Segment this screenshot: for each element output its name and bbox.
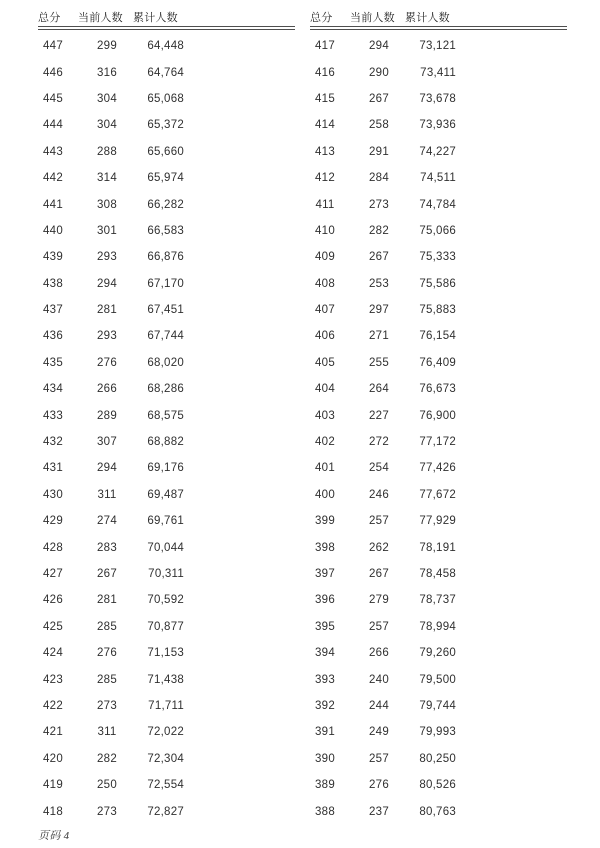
current-count-cell: 294	[97, 462, 117, 475]
current-count-cell: 246	[369, 488, 389, 501]
score-cell: 390	[315, 752, 335, 765]
cumulative-count-cell: 66,583	[147, 224, 184, 237]
score-cell: 393	[315, 673, 335, 686]
score-cell: 436	[43, 330, 63, 343]
current-count-cell: 273	[97, 699, 117, 712]
column-header-current-count: 当前人数	[78, 12, 123, 24]
current-count-cell: 272	[369, 436, 389, 449]
current-count-cell: 299	[97, 40, 117, 53]
cumulative-count-cell: 76,409	[419, 356, 456, 369]
cumulative-count-cell: 69,176	[147, 462, 184, 475]
score-cell: 446	[43, 66, 63, 79]
cumulative-count-cell: 71,711	[148, 699, 184, 712]
cumulative-count-cell: 70,877	[147, 620, 184, 633]
cumulative-count-cell: 80,526	[419, 779, 456, 792]
current-count-cell: 276	[97, 647, 117, 660]
score-cell: 403	[315, 409, 335, 422]
current-count-cell: 304	[97, 92, 117, 105]
cumulative-count-cell: 78,994	[419, 620, 456, 633]
current-count-cell: 276	[97, 356, 117, 369]
table-row	[38, 614, 295, 640]
cumulative-count-cell: 72,554	[147, 779, 184, 792]
table-header	[310, 0, 567, 26]
current-count-cell: 281	[97, 594, 117, 607]
score-cell: 389	[315, 779, 335, 792]
column-header-cumulative-count: 累计人数	[405, 12, 450, 24]
score-cell: 397	[315, 568, 335, 580]
score-cell: 416	[315, 66, 335, 79]
table-row	[310, 244, 567, 270]
current-count-cell: 308	[97, 198, 117, 211]
table-row	[310, 350, 567, 376]
score-cell: 440	[43, 224, 63, 237]
table-row	[38, 218, 295, 244]
cumulative-count-cell: 71,153	[147, 647, 184, 660]
cumulative-count-cell: 67,451	[147, 304, 184, 317]
cumulative-count-cell: 72,304	[147, 752, 184, 765]
score-cell: 392	[315, 699, 335, 712]
cumulative-count-cell: 80,763	[419, 805, 456, 818]
cumulative-count-cell: 68,882	[147, 436, 184, 449]
cumulative-count-cell: 72,827	[147, 805, 184, 818]
cumulative-count-cell: 73,411	[420, 66, 456, 79]
current-count-cell: 244	[369, 699, 389, 712]
score-cell: 431	[43, 462, 63, 475]
score-cell: 434	[43, 383, 63, 396]
cumulative-count-cell: 73,678	[419, 92, 456, 105]
cumulative-count-cell: 71,438	[147, 673, 184, 686]
cumulative-count-cell: 70,311	[148, 568, 184, 580]
current-count-cell: 267	[369, 251, 389, 264]
table-row	[38, 112, 295, 138]
cumulative-count-cell: 75,586	[419, 277, 456, 290]
cumulative-count-cell: 65,068	[147, 92, 184, 105]
current-count-cell: 301	[97, 224, 117, 237]
table-row	[310, 112, 567, 138]
table-row	[310, 693, 567, 719]
current-count-cell: 264	[369, 383, 389, 396]
table-row	[38, 719, 295, 745]
current-count-cell: 282	[369, 224, 389, 237]
cumulative-count-cell: 67,170	[147, 277, 184, 290]
current-count-cell: 279	[369, 594, 389, 607]
score-cell: 417	[315, 40, 335, 53]
cumulative-count-cell: 75,066	[419, 224, 456, 237]
cumulative-count-cell: 74,511	[420, 172, 456, 185]
table-row	[38, 666, 295, 692]
current-count-cell: 266	[97, 383, 117, 396]
cumulative-count-cell: 73,121	[419, 40, 456, 53]
cumulative-count-cell: 69,761	[147, 515, 184, 528]
table-row	[310, 561, 567, 587]
table-row	[38, 534, 295, 560]
current-count-cell: 274	[97, 515, 117, 528]
score-cell: 415	[315, 92, 335, 105]
cumulative-count-cell: 66,876	[147, 251, 184, 264]
column-header-cumulative-count: 累计人数	[133, 12, 178, 24]
score-cell: 402	[315, 436, 335, 449]
score-cell: 447	[43, 40, 63, 53]
current-count-cell: 262	[369, 541, 389, 554]
table-row	[310, 640, 567, 666]
score-cell: 445	[43, 92, 63, 105]
table-row	[38, 244, 295, 270]
current-count-cell: 291	[369, 145, 389, 158]
score-cell: 443	[43, 145, 63, 158]
current-count-cell: 314	[97, 172, 117, 185]
table-row	[310, 455, 567, 481]
table-row	[310, 86, 567, 112]
current-count-cell: 273	[369, 198, 389, 211]
header-double-rule	[310, 26, 567, 30]
current-count-cell: 293	[97, 330, 117, 343]
cumulative-count-cell: 77,672	[419, 488, 456, 501]
table-row	[310, 376, 567, 402]
table-row	[310, 402, 567, 428]
current-count-cell: 311	[97, 488, 117, 501]
score-cell: 398	[315, 541, 335, 554]
table-row	[38, 640, 295, 666]
cumulative-count-cell: 68,575	[147, 409, 184, 422]
current-count-cell: 250	[97, 779, 117, 792]
column-header-score: 总分	[38, 12, 61, 24]
score-cell: 401	[315, 462, 335, 475]
cumulative-count-cell: 74,784	[419, 198, 456, 211]
score-cell: 432	[43, 436, 63, 449]
score-cell: 442	[43, 172, 63, 185]
score-cell: 438	[43, 277, 63, 290]
table-row	[310, 165, 567, 191]
cumulative-count-cell: 72,022	[147, 726, 184, 739]
score-cell: 399	[315, 515, 335, 528]
score-cell: 391	[315, 726, 335, 739]
table-row	[310, 746, 567, 772]
current-count-cell: 266	[369, 647, 389, 660]
cumulative-count-cell: 65,660	[147, 145, 184, 158]
table-row	[310, 271, 567, 297]
score-cell: 414	[315, 119, 335, 132]
current-count-cell: 257	[369, 752, 389, 765]
current-count-cell: 240	[369, 673, 389, 686]
page-number-footer: 页码 4	[38, 830, 70, 842]
table-row	[38, 376, 295, 402]
cumulative-count-cell: 66,282	[147, 198, 184, 211]
current-count-cell: 257	[369, 620, 389, 633]
score-cell: 410	[315, 224, 335, 237]
current-count-cell: 255	[369, 356, 389, 369]
table-row	[310, 614, 567, 640]
table-row	[310, 191, 567, 217]
current-count-cell: 227	[369, 409, 389, 422]
cumulative-count-cell: 77,172	[419, 436, 456, 449]
score-cell: 441	[43, 198, 63, 211]
cumulative-count-cell: 76,900	[419, 409, 456, 422]
score-cell: 405	[315, 356, 335, 369]
score-cell: 396	[315, 594, 335, 607]
score-table-right	[310, 0, 567, 825]
table-row	[38, 508, 295, 534]
current-count-cell: 293	[97, 251, 117, 264]
table-body	[38, 33, 295, 825]
score-cell: 388	[315, 805, 335, 818]
score-cell: 412	[315, 172, 335, 185]
current-count-cell: 284	[369, 172, 389, 185]
cumulative-count-cell: 65,372	[147, 119, 184, 132]
cumulative-count-cell: 75,333	[419, 251, 456, 264]
score-cell: 413	[315, 145, 335, 158]
score-cell: 437	[43, 304, 63, 317]
table-row	[38, 455, 295, 481]
score-cell: 435	[43, 356, 63, 369]
table-row	[38, 33, 295, 59]
cumulative-count-cell: 65,974	[147, 172, 184, 185]
table-row	[38, 798, 295, 824]
current-count-cell: 285	[97, 673, 117, 686]
current-count-cell: 288	[97, 145, 117, 158]
score-cell: 423	[43, 673, 63, 686]
table-header	[38, 0, 295, 26]
table-row	[310, 772, 567, 798]
cumulative-count-cell: 79,260	[419, 647, 456, 660]
score-table-left	[38, 0, 295, 825]
table-row	[38, 297, 295, 323]
cumulative-count-cell: 77,929	[419, 515, 456, 528]
current-count-cell: 281	[97, 304, 117, 317]
table-row	[38, 271, 295, 297]
score-cell: 419	[43, 779, 63, 792]
table-row	[310, 482, 567, 508]
table-row	[310, 534, 567, 560]
cumulative-count-cell: 78,737	[419, 594, 456, 607]
score-cell: 409	[315, 251, 335, 264]
current-count-cell: 285	[97, 620, 117, 633]
table-row	[310, 33, 567, 59]
table-row	[310, 666, 567, 692]
score-cell: 424	[43, 647, 63, 660]
current-count-cell: 282	[97, 752, 117, 765]
table-row	[310, 508, 567, 534]
score-cell: 430	[43, 488, 63, 501]
score-cell: 407	[315, 304, 335, 317]
current-count-cell: 257	[369, 515, 389, 528]
score-tables	[38, 0, 567, 825]
current-count-cell: 276	[369, 779, 389, 792]
cumulative-count-cell: 70,044	[147, 541, 184, 554]
current-count-cell: 304	[97, 119, 117, 132]
table-row	[38, 165, 295, 191]
cumulative-count-cell: 68,286	[147, 383, 184, 396]
current-count-cell: 271	[369, 330, 389, 343]
table-row	[38, 482, 295, 508]
current-count-cell: 307	[97, 436, 117, 449]
cumulative-count-cell: 78,191	[419, 541, 456, 554]
table-row	[38, 587, 295, 613]
current-count-cell: 267	[369, 568, 389, 580]
current-count-cell: 267	[97, 568, 117, 580]
score-cell: 418	[43, 805, 63, 818]
table-row	[38, 402, 295, 428]
table-row	[38, 746, 295, 772]
score-cell: 421	[43, 726, 63, 739]
score-cell: 439	[43, 251, 63, 264]
table-row	[310, 139, 567, 165]
cumulative-count-cell: 73,936	[419, 119, 456, 132]
table-row	[38, 772, 295, 798]
cumulative-count-cell: 80,250	[419, 752, 456, 765]
table-row	[310, 323, 567, 349]
cumulative-count-cell: 76,154	[419, 330, 456, 343]
header-double-rule	[38, 26, 295, 30]
cumulative-count-cell: 69,487	[147, 488, 184, 501]
current-count-cell: 258	[369, 119, 389, 132]
score-cell: 394	[315, 647, 335, 660]
score-cell: 426	[43, 594, 63, 607]
current-count-cell: 316	[97, 66, 117, 79]
table-row	[38, 561, 295, 587]
table-row	[38, 191, 295, 217]
current-count-cell: 294	[97, 277, 117, 290]
score-cell: 420	[43, 752, 63, 765]
cumulative-count-cell: 68,020	[147, 356, 184, 369]
current-count-cell: 289	[97, 409, 117, 422]
score-cell: 408	[315, 277, 335, 290]
score-cell: 406	[315, 330, 335, 343]
score-cell: 428	[43, 541, 63, 554]
table-row	[310, 798, 567, 824]
cumulative-count-cell: 64,448	[147, 40, 184, 53]
cumulative-count-cell: 78,458	[419, 568, 456, 580]
cumulative-count-cell: 67,744	[147, 330, 184, 343]
cumulative-count-cell: 79,500	[419, 673, 456, 686]
table-row	[38, 86, 295, 112]
cumulative-count-cell: 79,993	[419, 726, 456, 739]
current-count-cell: 237	[369, 805, 389, 818]
score-cell: 422	[43, 699, 63, 712]
current-count-cell: 253	[369, 277, 389, 290]
table-row	[38, 139, 295, 165]
table-row	[310, 587, 567, 613]
table-row	[38, 350, 295, 376]
cumulative-count-cell: 70,592	[147, 594, 184, 607]
current-count-cell: 294	[369, 40, 389, 53]
score-cell: 425	[43, 620, 63, 633]
current-count-cell: 283	[97, 541, 117, 554]
current-count-cell: 273	[97, 805, 117, 818]
score-cell: 411	[315, 198, 335, 211]
table-row	[310, 297, 567, 323]
score-cell: 404	[315, 383, 335, 396]
score-cell: 433	[43, 409, 63, 422]
current-count-cell: 254	[369, 462, 389, 475]
column-header-score: 总分	[310, 12, 333, 24]
table-row	[38, 693, 295, 719]
cumulative-count-cell: 79,744	[419, 699, 456, 712]
column-header-current-count: 当前人数	[350, 12, 395, 24]
table-row	[38, 323, 295, 349]
score-cell: 395	[315, 620, 335, 633]
table-row	[38, 429, 295, 455]
table-row	[38, 59, 295, 85]
score-cell: 400	[315, 488, 335, 501]
current-count-cell: 311	[97, 726, 117, 739]
cumulative-count-cell: 75,883	[419, 304, 456, 317]
current-count-cell: 267	[369, 92, 389, 105]
cumulative-count-cell: 77,426	[419, 462, 456, 475]
cumulative-count-cell: 76,673	[419, 383, 456, 396]
score-cell: 427	[43, 568, 63, 580]
table-body	[310, 33, 567, 825]
score-cell: 429	[43, 515, 63, 528]
current-count-cell: 290	[369, 66, 389, 79]
score-cell: 444	[43, 119, 63, 132]
current-count-cell: 297	[369, 304, 389, 317]
cumulative-count-cell: 64,764	[147, 66, 184, 79]
table-row	[310, 429, 567, 455]
table-row	[310, 59, 567, 85]
cumulative-count-cell: 74,227	[419, 145, 456, 158]
current-count-cell: 249	[369, 726, 389, 739]
table-row	[310, 218, 567, 244]
table-row	[310, 719, 567, 745]
